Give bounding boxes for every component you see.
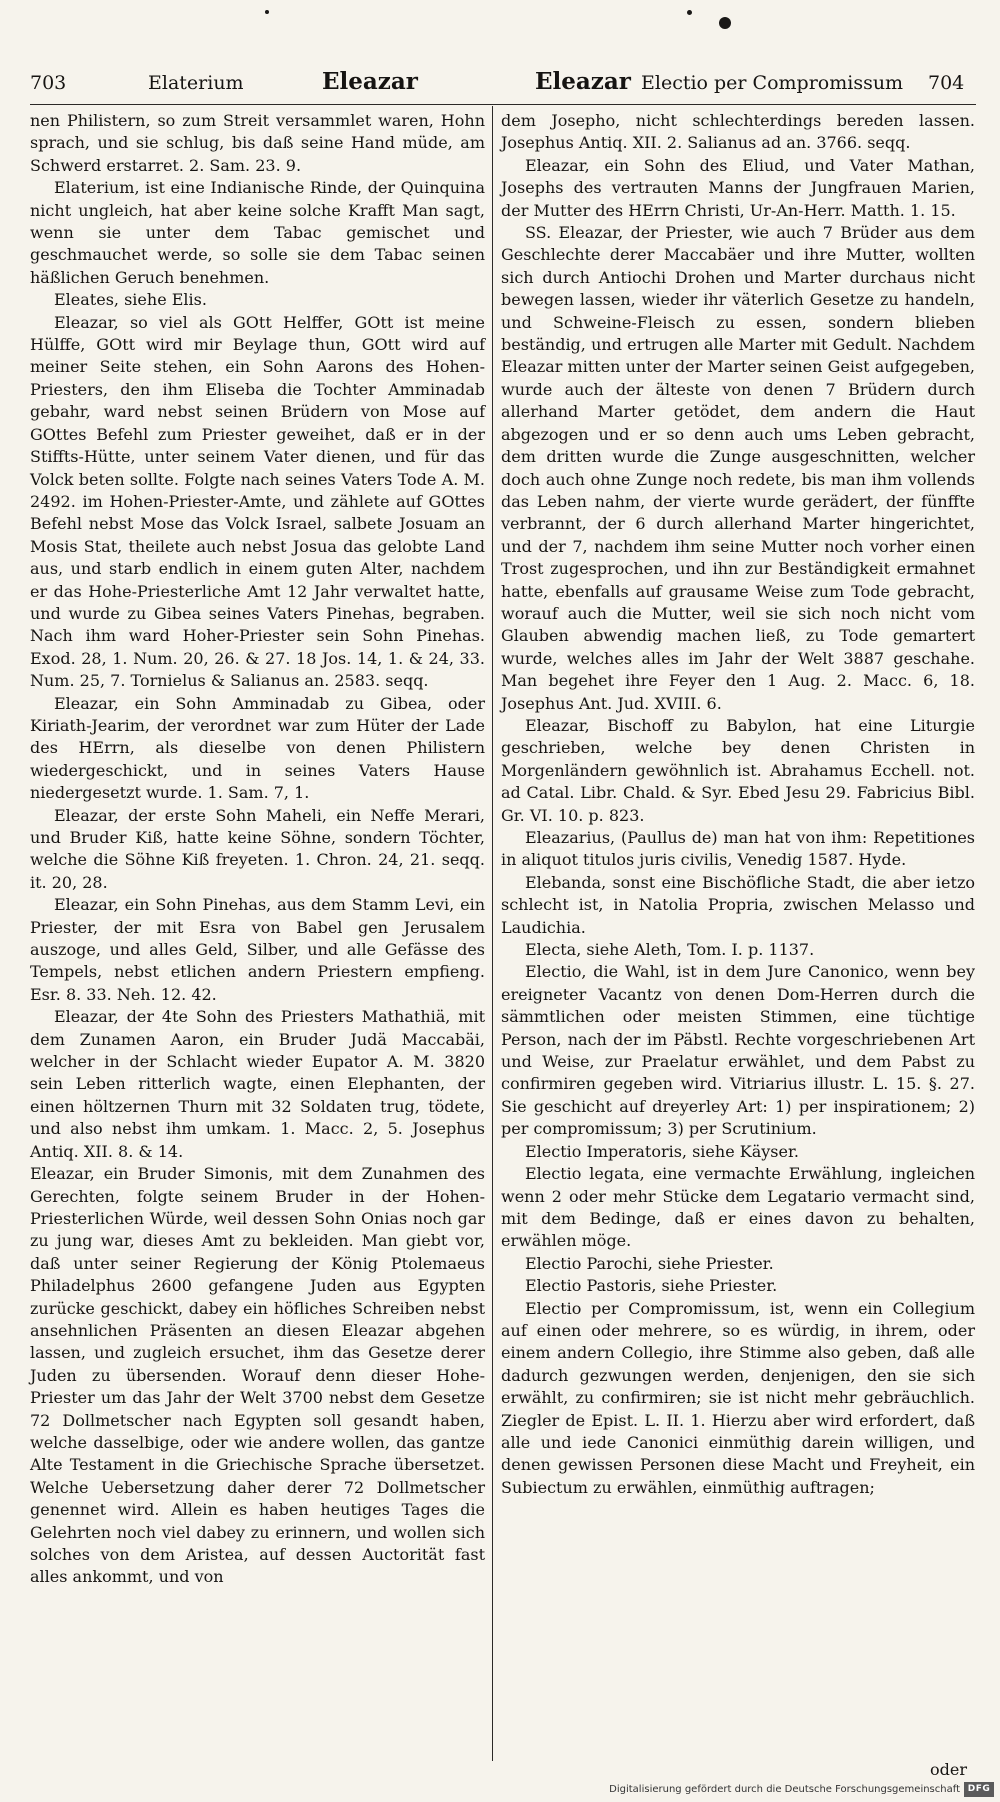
left-column-entry: Elaterium, ist eine Indianische Rinde, der Quinquina nicht ungleich, hat aber keine solche Krafft Man sagt, wenn sie unter dem Tabac gemischet und geschmauchet werde, so solle sie dem Tabac seinen häßlichen Geruch benehmen. xyxy=(30,178,485,287)
speck-top-mid xyxy=(687,10,692,15)
speck-top-left xyxy=(265,10,269,14)
digitization-note: Digitalisierung gefördert durch die Deutsche Forschungsgemeinschaft xyxy=(609,1784,960,1795)
right-column-entry: SS. Eleazar, der Priester, wie auch 7 Brüder aus dem Geschlechte derer Maccabäer und ihre Mutter, wollten sich durch Antiochi Drohen und Marter durchaus nicht bewegen lassen, wieder ihr väterlich Gesetze zu handeln, und Schweine-Fleisch zu essen, sondern blieben beständig, und ertrugen alle Marter mit Gedult. Nachdem Eleazar mitten unter der Marter seinen Geist aufgegeben, wurde auch der älteste von denen 7 Brüdern durch allerhand Marter getödet, dem andern die Haut abgezogen und er so denn auch ums Leben gebracht, dem dritten wurde die Zunge ausgeschnitten, welcher doch auch ohne Zunge noch redete, bis man ihm vollends das Leben nahm, der vierte wurde gerädert, der fünffte verbrannt, der 6 durch allerhand Marter hingerichtet, und der 7, nachdem ihm seine Mutter noch vorher einen Trost zugesprochen, und ihn zur Beständigkeit ermahnet hatte, ebenfalls auf grausame Weise zum Tode gebracht, worauf auch die Mutter, weil sie sich noch nicht vom Glauben abwendig machen ließ, zu Tode gemartert wurde, welches alles im Jahr der Welt 3887 geschahe. Man begehet ihre Feyer den 1 Aug. 2. Macc. 6, 18. Josephus Ant. Jud. XVIII. 6. xyxy=(501,223,975,713)
left-column xyxy=(30,110,485,1589)
right-column-entry: Elebanda, sonst eine Bischöfliche Stadt, die aber ietzo schlecht ist, in Natolia Propria, zwischen Melasso und Laudichia. xyxy=(501,872,975,937)
footer xyxy=(600,1782,994,1798)
right-column-entry: Electio, die Wahl, ist in dem Jure Canonico, wenn bey ereigneter Vacantz von denen Dom-Herren durch die sämmtlichen oder meisten Stimmen, eine tüchtige Person, nach der im Päbstl. Rechte vorgeschriebenen Art und Weise, zur Praelatur erwählet, und dem Pabst zu confirmiren gegeben wird. Vitriarius illustr. L. 15. §. 27. Sie geschicht auf dreyerley Art: 1) per inspirationem; 2) per compromissum; 3) per Scrutinium. xyxy=(501,962,975,1139)
left-column-entry: nen Philistern, so zum Streit versammlet waren, Hohn sprach, und sie schlug, bis daß seine Hand müde, am Schwerd erstarret. 2. Sam. 23. 9. xyxy=(30,111,485,175)
right-column-entry: Electa, siehe Aleth, Tom. I. p. 1137. xyxy=(525,940,815,960)
right-column-entry: Electio Pastoris, siehe Priester. xyxy=(525,1276,778,1296)
right-column-entry: Electio Parochi, siehe Priester. xyxy=(525,1253,774,1273)
header-headword-right: Eleazar xyxy=(535,68,631,95)
right-column-entry: Electio Imperatoris, siehe Käyser. xyxy=(525,1141,799,1161)
right-column-entry: Eleazar, Bischoff zu Babylon, hat eine Liturgie geschrieben, welche bey denen Christen in Morgenländern gewöhnlich ist. Abrahamus Ecchell. not. ad Catal. Libr. Chald. & Syr. Ebed Jesu 29. Fabricius Bibl. Gr. VI. 10. p. 823. xyxy=(501,715,975,825)
speck-top-right xyxy=(719,17,731,29)
header-headword-left: Eleazar xyxy=(322,68,418,95)
left-column-entry: Eleazar, so viel als GOtt Helffer, GOtt ist meine Hülffe, GOtt wird mir Beylage thun, GOtt wird auf meiner Seite stehen, ein Sohn Aarons des Hohen-Priesters, den ihm Eliseba die Tochter Amminadab gebahr, ward nebst seinen Brüdern von Mose auf GOttes Befehl zum Priester geweihet, daß er in der Stiffts-Hütte, unter seinem Vater dienen, und für das Volck beten sollte. Folgte nach seines Vaters Tode A. M. 2492. im Hohen-Priester-Amte, und zählete auf GOttes Befehl nebst Mose das Volck Israel, salbete Josuam an Mosis Stat, theilete auch nebst Josua das gelobte Land aus, und starb endlich in einem guten Alter, nachdem er das Hohe-Priesterliche Amt 12 Jahr verwaltet hatte, und wurde zu Gibea seines Vaters Pinehas, begraben. Nach ihm ward Hoher-Priester sein Sohn Pinehas. Exod. 28, 1. Num. 20, 26. & 27. 18 Jos. 14, 1. & 24, 33. Num. 25, 7. Tornielus & Salianus an. 2583. seqq. xyxy=(30,312,485,691)
left-column-entry: Eleazar, ein Sohn Amminadab zu Gibea, oder Kiriath-Jearim, der verordnet war zum Hüter der Lade des HErrn, als dieselbe von denen Philistern wiedergeschickt, und in seines Vaters Hause niedergesetzt wurde. 1. Sam. 7, 1. xyxy=(30,693,485,803)
page-number-right: 704 xyxy=(928,72,965,94)
header-rule xyxy=(30,104,976,105)
left-column-entry: Eleazar, der erste Sohn Maheli, ein Neffe Merari, und Bruder Kiß, hatte keine Söhne, sondern Töchter, welche die Söhne Kiß freyeten. 1. Chron. 24, 21. seqq. it. 20, 28. xyxy=(30,805,485,892)
right-column-entry: Eleazar, ein Sohn des Eliud, und Vater Mathan, Josephs des vertrauten Manns der Jungfrauen Marien, der Mutter des HErrn Christi, Ur-An-Herr. Matth. 1. 15. xyxy=(501,155,975,220)
left-column-entry: Eleazar, ein Sohn Pinehas, aus dem Stamm Levi, ein Priester, der mit Esra von Babel gen Jerusalem auszoge, und alles Geld, Silber, und alle Gefässe des Tempels, nebst etlichen andern Priestern empfieng. Esr. 8. 33. Neh. 12. 42. xyxy=(30,895,485,1004)
catchword: oder xyxy=(930,1760,967,1779)
right-column-entry: Electio per Compromissum, ist, wenn ein Collegium auf einen oder mehrere, so es würdig, in ihrem, oder einem andern Collegio, ihre Stimme also geben, daß alle dadurch gezwungen werden, denjenigen, den sie sich erwählt, zu confirmiren; sie ist nicht mehr gebräuchlich. Ziegler de Epist. L. II. 1. Hierzu aber wird erfordert, daß alle und iede Canonici einmüthig darein willigen, und denen gewissen Personen diese Macht und Freyheit, ein Subiectum zu erwählen, einmüthig auftragen; xyxy=(501,1298,975,1497)
running-header xyxy=(0,68,1000,102)
left-column-entry: Eleates, siehe Elis. xyxy=(54,290,207,310)
page-number-left: 703 xyxy=(30,72,67,94)
left-column-entry: Eleazar, ein Bruder Simonis, mit dem Zunahmen des Gerechten, folgte seinem Bruder in der Hohen-Priesterlichen Würde, weil dessen Sohn Onias noch gar zu jung war, dieses Amt zu bekleiden. Man giebt vor, daß unter seiner Regierung der König Ptolemaeus Philadelphus 2600 gefangene Juden aus Egypten zurücke geschickt, dabey ein höfliches Schreiben nebst ansehnlichen Präsenten an diesen Eleazar abgehen lassen, und zugleich ersuchet, ihm das Gesetze derer Juden zu übersenden. Worauf denn dieser Hohe-Priester um das Jahr der Welt 3700 nebst dem Gesetze 72 Dollmetscher nach Egypten soll gesandt haben, welche dasselbige, oder wie andere wollen, das gantze Alte Testament in die Griechische Sprache übersetzet. Welche Uebersetzung daher derer 72 Dollmetscher genennet wird. Allein es haben heutiges Tages die Gelehrten noch viel dabey zu erinnern, und wollen sich solches von dem Aristea, auf dessen Auctorität fast alles ankommt, und von xyxy=(30,1164,485,1587)
left-column-entry: Eleazar, der 4te Sohn des Priesters Mathathiä, mit dem Zunamen Aaron, ein Bruder Judä Maccabäi, welcher in der Schlacht wieder Eupator A. M. 3820 sein Leben ritterlich wagte, einen Elephanten, der einen höltzernen Thurn mit 32 Soldaten trug, tödete, und also nebst ihm umkam. 1. Macc. 2, 5. Josephus Antiq. XII. 8. & 14. xyxy=(30,1007,485,1161)
right-column xyxy=(501,110,975,1499)
header-term-right: Electio per Compromissum xyxy=(641,72,904,94)
right-column-entry: dem Josepho, nicht schlechterdings bereden lassen. Josephus Antiq. XII. 2. Salianus ad an. 3766. seqq. xyxy=(501,111,975,153)
dfg-logo: DFG xyxy=(964,1782,994,1797)
column-divider xyxy=(492,106,493,1761)
right-column-entry: Eleazarius, (Paullus de) man hat von ihm: Repetitiones in aliquot titulos juris civilis, Venedig 1587. Hyde. xyxy=(501,828,975,870)
right-column-entry: Electio legata, eine vermachte Erwählung, ingleichen wenn 2 oder mehr Stücke dem Legatario vermacht sind, mit dem Bedinge, daß er eines davon zu behalten, erwählen möge. xyxy=(501,1164,975,1251)
header-term-left: Elaterium xyxy=(148,72,244,94)
